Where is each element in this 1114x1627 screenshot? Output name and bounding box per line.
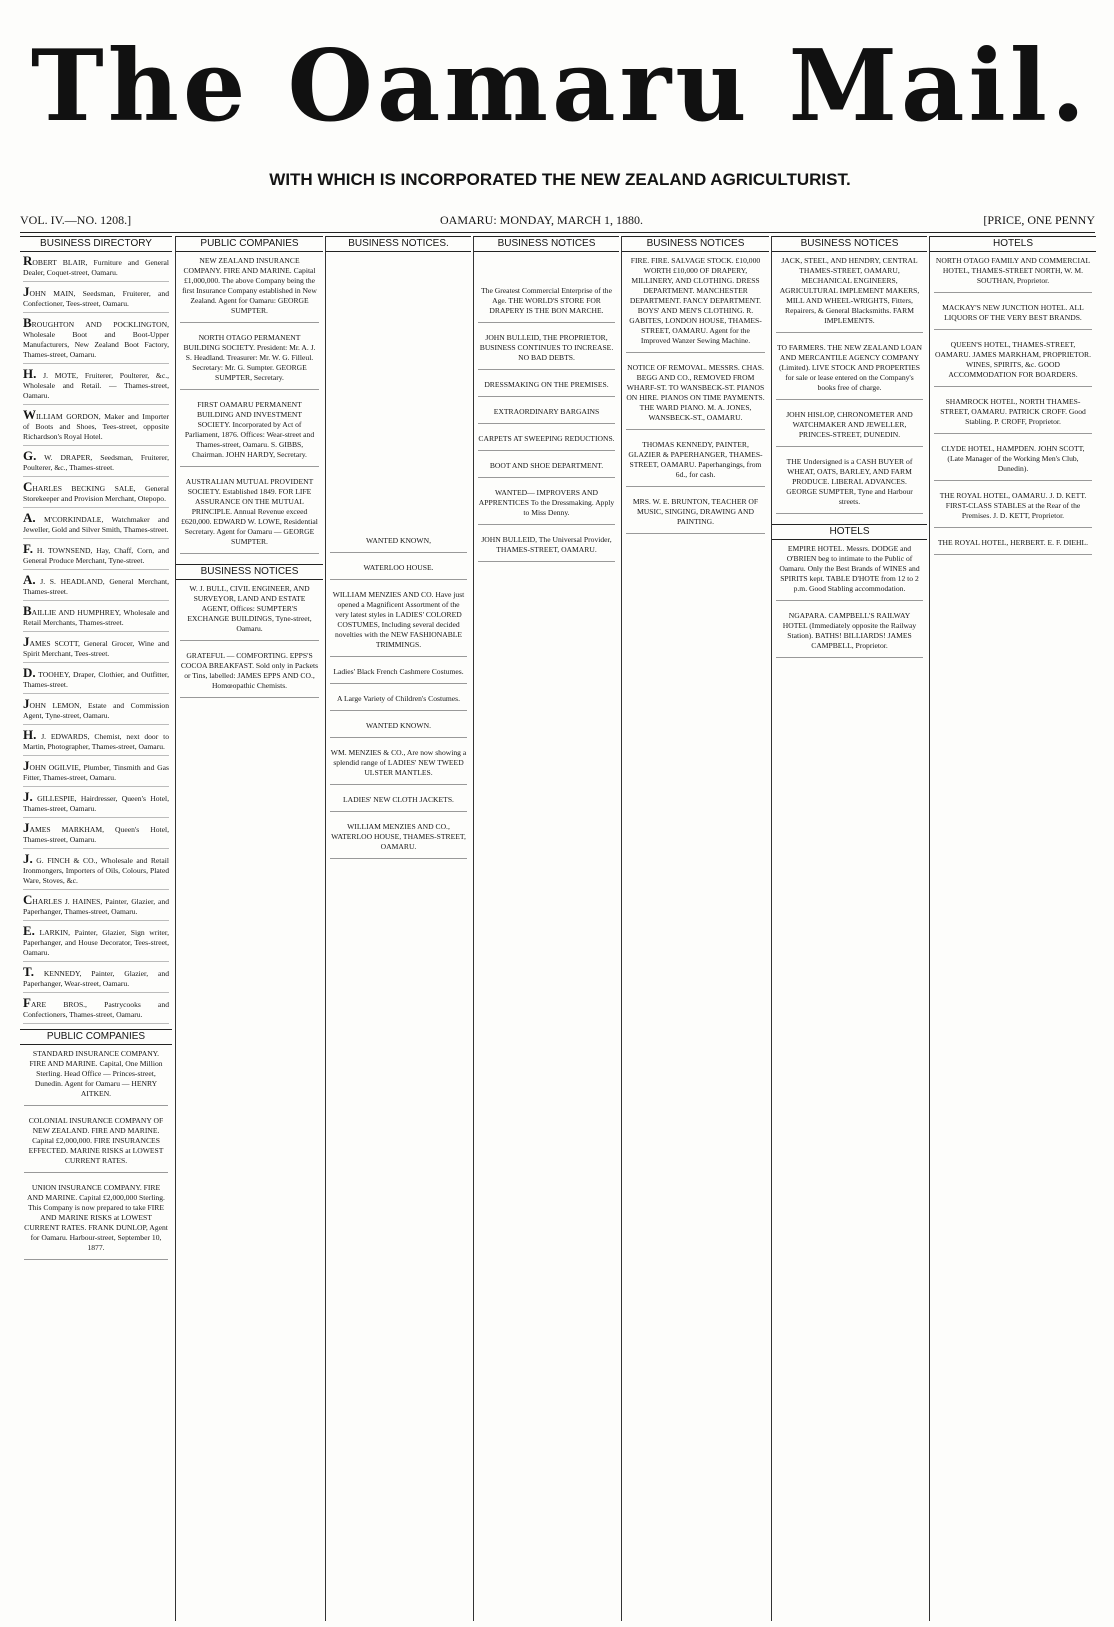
directory-entry: F. H. TOWNSEND, Hay, Chaff, Corn, and General Produce Merchant, Tyne-street. bbox=[23, 544, 169, 570]
column-heading: BUSINESS NOTICES bbox=[622, 236, 769, 252]
dateline bbox=[20, 210, 1095, 233]
advertisement: NGAPARA. CAMPBELL'S RAILWAY HOTEL (Immediately opposite the Railway Station). BATHS! BILLIARDS! JAMES CAMPBELL, Proprietor. bbox=[776, 611, 923, 658]
column-business-notices-3 bbox=[621, 236, 769, 1621]
advertisement: FIRE. FIRE. SALVAGE STOCK. £10,000 WORTH £10,000 OF DRAPERY, MILLINERY, AND CLOTHING. DRESS DEPARTMENT. MANCHESTER DEPARTMENT. FANCY DEPARTMENT. BOYS' AND MEN'S CLOTHING. R. GABITES, LONDON HOUSE, THAMES-STREET, OAMARU. Agent for the Improved Wanzer Sewing Machine. bbox=[626, 256, 765, 353]
insurance-ads bbox=[20, 1049, 172, 1260]
advertisement: WANTED KNOWN, bbox=[330, 536, 467, 553]
drapery-ads bbox=[622, 256, 769, 534]
newspaper-subtitle: WITH WHICH IS INCORPORATED THE NEW ZEALAND AGRICULTURIST. bbox=[269, 170, 851, 189]
advertisement: JOHN BULLEID, The Universal Provider, THAMES-STREET, OAMARU. bbox=[478, 535, 615, 562]
directory-entry: ROBERT BLAIR, Furniture and General Dealer, Coquet-street, Oamaru. bbox=[23, 256, 169, 282]
directory-entry: WILLIAM GORDON, Maker and Importer of Boots and Shoes, Tees-street, opposite Richardson's Royal Hotel. bbox=[23, 410, 169, 446]
directory-entry: A. J. S. HEADLAND, General Merchant, Thames-street. bbox=[23, 575, 169, 601]
advertisement: UNION INSURANCE COMPANY. FIRE AND MARINE. Capital £2,000,000 Sterling. This Company is now prepared to take FIRE AND MARINE RISKS at LOWEST CURRENT RATES. FRANK DUNLOP, Agent for Oamaru. Harbour-street, September 10, 1877. bbox=[24, 1183, 168, 1260]
newspaper-title: The Oamaru Mail. bbox=[30, 29, 1090, 144]
column-business-directory bbox=[20, 236, 172, 1621]
advertisement: WATERLOO HOUSE. bbox=[330, 563, 467, 580]
directory-entry: H. J. EDWARDS, Chemist, next door to Martin, Photographer, Thames-street, Oamaru. bbox=[23, 730, 169, 756]
advertisement: NORTH OTAGO FAMILY AND COMMERCIAL HOTEL, THAMES-STREET NORTH, W. M. SOUTHAN, Proprietor. bbox=[934, 256, 1092, 293]
advertisement: MRS. W. E. BRUNTON, TEACHER OF MUSIC, SINGING, DRAWING AND PAINTING. bbox=[626, 497, 765, 534]
advertisement: WANTED KNOWN. bbox=[330, 721, 467, 738]
advertisement: COLONIAL INSURANCE COMPANY OF NEW ZEALAND. FIRE AND MARINE. Capital £2,000,000. FIRE INSURANCES EFFECTED. MARINE RISKS at LOWEST CURRENT RATES. bbox=[24, 1116, 168, 1173]
column-heading: BUSINESS DIRECTORY bbox=[20, 236, 172, 252]
advertisement: JOHN HISLOP, CHRONOMETER AND WATCHMAKER AND JEWELLER, PRINCES-STREET, DUNEDIN. bbox=[776, 410, 923, 447]
directory-entry: BAILLIE AND HUMPHREY, Wholesale and Retail Merchants, Thames-street. bbox=[23, 606, 169, 632]
advertisement: TO FARMERS. THE NEW ZEALAND LOAN AND MERCANTILE AGENCY COMPANY (Limited). LIVE STOCK AND PROPERTIES for sale or lease entered on the Company's books free of charge. bbox=[776, 343, 923, 400]
company-ads bbox=[176, 256, 323, 554]
advertisement: DRESSMAKING ON THE PREMISES. bbox=[478, 380, 615, 397]
column-heading: BUSINESS NOTICES. bbox=[326, 236, 471, 252]
advertisement: LADIES' NEW CLOTH JACKETS. bbox=[330, 795, 467, 812]
column-heading: BUSINESS NOTICES bbox=[474, 236, 619, 252]
directory-entry: BROUGHTON AND POCKLINGTON, Wholesale Boot and Boot-Upper Manufacturers, New Zealand Boot Factory, Thames-street, Oamaru. bbox=[23, 318, 169, 364]
directory-entry: JOHN LEMON, Estate and Commission Agent, Tyne-street, Oamaru. bbox=[23, 699, 169, 725]
engineering-ads bbox=[772, 256, 927, 514]
price: [PRICE, ONE PENNY bbox=[983, 213, 1095, 227]
advertisement: SHAMROCK HOTEL, NORTH THAMES-STREET, OAMARU. PATRICK CROFF. Good Stabling. P. CROFF, Proprietor. bbox=[934, 397, 1092, 434]
directory-entry: JAMES SCOTT, General Grocer, Wine and Spirit Merchant, Tees-street. bbox=[23, 637, 169, 663]
advertisement: JACK, STEEL, AND HENDRY, CENTRAL THAMES-STREET, OAMARU, MECHANICAL ENGINEERS, AGRICULTURAL IMPLEMENT MAKERS, MILL AND WHEEL-WRIGHTS, Fitters, Repairers, & General Blacksmiths. FARM IMPLEMENTS. bbox=[776, 256, 923, 333]
directory-entry: D. TOOHEY, Draper, Clothier, and Outfitter, Thames-street. bbox=[23, 668, 169, 694]
column-hotels bbox=[929, 236, 1096, 1621]
advertisement: A Large Variety of Children's Costumes. bbox=[330, 694, 467, 711]
advertisement: NOTICE OF REMOVAL. MESSRS. CHAS. BEGG AND CO., REMOVED FROM WHARF-ST. TO WANSBECK-ST. PIANOS ON HIRE. PIANOS ON TIME PAYMENTS. THE WARD PIANO. M. A. JONES, WANSBECK-ST., OAMARU. bbox=[626, 363, 765, 430]
column-heading: BUSINESS NOTICES bbox=[772, 236, 927, 252]
advertisement: CLYDE HOTEL, HAMPDEN. JOHN SCOTT, (Late Manager of the Working Men's Club, Dunedin). bbox=[934, 444, 1092, 481]
column-business-notices-4 bbox=[771, 236, 927, 1621]
column-business-notices-2 bbox=[473, 236, 619, 1621]
advertisement: WANTED— IMPROVERS AND APPRENTICES To the Dressmaking. Apply to Miss Denny. bbox=[478, 488, 615, 525]
advertisement: CARPETS AT SWEEPING REDUCTIONS. bbox=[478, 434, 615, 451]
directory-entry: J. G. FINCH & CO., Wholesale and Retail Ironmongers, Importers of Oils, Colours, Plated Ware, Stoves, &c. bbox=[23, 854, 169, 890]
advertisement: GRATEFUL — COMFORTING. EPPS'S COCOA BREAKFAST. Sold only in Packets or Tins, labelled: JAMES EPPS AND CO., Homœopathic Chemists. bbox=[180, 651, 319, 698]
directory-entry: JOHN MAIN, Seedsman, Fruiterer, and Confectioner, Tees-street, Oamaru. bbox=[23, 287, 169, 313]
masthead bbox=[20, 12, 1100, 202]
advertisement: The Greatest Commercial Enterprise of the Age. THE WORLD'S STORE FOR DRAPERY IS THE BON MARCHE. bbox=[478, 286, 615, 323]
advertisement: BOOT AND SHOE DEPARTMENT. bbox=[478, 461, 615, 478]
advertisement: QUEEN'S HOTEL, THAMES-STREET, OAMARU. JAMES MARKHAM, PROPRIETOR. WINES, SPIRITS, &c. GOOD ACCOMMODATION FOR BOARDERS. bbox=[934, 340, 1092, 387]
directory-entry: JOHN OGILVIE, Plumber, Tinsmith and Gas Fitter, Thames-street, Oamaru. bbox=[23, 761, 169, 787]
advertisement: EXTRAORDINARY BARGAINS bbox=[478, 407, 615, 424]
advertisement: WM. MENZIES & CO., Are now showing a splendid range of LADIES' NEW TWEED ULSTER MANTLES. bbox=[330, 748, 467, 785]
advertisement: NEW ZEALAND INSURANCE COMPANY. FIRE AND MARINE. Capital £1,000,000. The above Company being the first Insurance Company established in New Zealand. Agent for Oamaru: GEORGE SUMPTER. bbox=[180, 256, 319, 323]
directory-entry: H. J. MOTE, Fruiterer, Poulterer, &c., Wholesale and Retail. — Thames-street, Oamaru. bbox=[23, 369, 169, 405]
advertisement: Ladies' Black French Cashmere Costumes. bbox=[330, 667, 467, 684]
hotel-ads bbox=[930, 256, 1096, 555]
advertisement: THE Undersigned is a CASH BUYER of WHEAT, OATS, BARLEY, AND FARM PRODUCE. LIBERAL ADVANCES. GEORGE SUMPTER, Tyne and Harbour streets. bbox=[776, 457, 923, 514]
advertisement: EMPIRE HOTEL. Messrs. DODGE and O'BRIEN beg to intimate to the Public of Oamaru. Only the Best Brands of WINES and SPIRITS kept. TABLE D'HOTE from 12 to 2 p.m. Good Stabling accommodation. bbox=[776, 544, 923, 601]
advertisement: STANDARD INSURANCE COMPANY. FIRE AND MARINE. Capital, One Million Sterling. Head Office — Princes-street, Dunedin. Agent for Oamaru — HENRY AITKEN. bbox=[24, 1049, 168, 1106]
columns-grid bbox=[20, 236, 1095, 1621]
directory-entry: JAMES MARKHAM, Queen's Hotel, Thames-street, Oamaru. bbox=[23, 823, 169, 849]
hotel-ads bbox=[772, 544, 927, 658]
advertisement: THOMAS KENNEDY, PAINTER, GLAZIER & PAPERHANGER, THAMES-STREET, OAMARU. Paperhangings, from 6d., for cash. bbox=[626, 440, 765, 487]
column-public-companies bbox=[175, 236, 323, 1621]
advertisement: AUSTRALIAN MUTUAL PROVIDENT SOCIETY. Established 1849. FOR LIFE ASSURANCE ON THE MUTUAL PRINCIPLE. Annual Revenue exceed £620,000. EDWARD W. LOWE, Residential Secretary. Agent for Oamaru — GEORGE SUMPTER. bbox=[180, 477, 319, 554]
directory-entry: G. W. DRAPER, Seedsman, Fruiterer, Poulterer, &c., Thames-street. bbox=[23, 451, 169, 477]
column-subheading: HOTELS bbox=[772, 524, 927, 540]
column-business-notices-1 bbox=[325, 236, 471, 1621]
column-subheading: BUSINESS NOTICES bbox=[176, 564, 323, 580]
directory-entry: E. LARKIN, Painter, Glazier, Sign writer, Paperhanger, and House Decorator, Tees-street, Oamaru. bbox=[23, 926, 169, 962]
directory-entry: CHARLES BECKING SALE, General Storekeeper and Provision Merchant, Otepopo. bbox=[23, 482, 169, 508]
directory-entry: T. KENNEDY, Painter, Glazier, and Paperhanger, Wear-street, Oamaru. bbox=[23, 967, 169, 993]
advertisement: NORTH OTAGO PERMANENT BUILDING SOCIETY. President: Mr. A. J. S. Headland. Treasurer: Mr. W. G. Filleul. Secretary: Mr. G. Sumpter. GEORGE SUMPTER, Secretary. bbox=[180, 333, 319, 390]
advertisement: FIRST OAMARU PERMANENT BUILDING AND INVESTMENT SOCIETY. Incorporated by Act of Parliament, 1876. Offices: Wear-street and Thames-street, Oamaru. S. GIBBS, Chairman. JOHN HARDY, Secretary. bbox=[180, 400, 319, 467]
advertisement: MACKAY'S NEW JUNCTION HOTEL. ALL LIQUORS OF THE VERY BEST BRANDS. bbox=[934, 303, 1092, 330]
directory-entry: CHARLES J. HAINES, Painter, Glazier, and Paperhanger, Thames-street, Oamaru. bbox=[23, 895, 169, 921]
menzies-ads bbox=[326, 536, 471, 859]
directory-entry: FARE BROS., Pastrycooks and Confectioners, Thames-street, Oamaru. bbox=[23, 998, 169, 1024]
column-heading: HOTELS bbox=[930, 236, 1096, 252]
column-heading: PUBLIC COMPANIES bbox=[176, 236, 323, 252]
advertisement: WILLIAM MENZIES AND CO., WATERLOO HOUSE, THAMES-STREET, OAMARU. bbox=[330, 822, 467, 859]
directory-list bbox=[20, 253, 172, 1024]
advertisement: JOHN BULLEID, THE PROPRIETOR, BUSINESS CONTINUES TO INCREASE. NO BAD DEBTS. bbox=[478, 333, 615, 370]
advertisement: THE ROYAL HOTEL, HERBERT. E. F. DIEHL. bbox=[934, 538, 1092, 555]
directory-entry: A. M'CORKINDALE, Watchmaker and Jeweller, Gold and Silver Smith, Thames-street. bbox=[23, 513, 169, 539]
volume-number: VOL. IV.—NO. 1208.] bbox=[20, 213, 132, 227]
advertisement: W. J. BULL, CIVIL ENGINEER, AND SURVEYOR, LAND AND ESTATE AGENT, Offices: SUMPTER'S EXCHANGE BUILDINGS, Tyne-street, Oamaru. bbox=[180, 584, 319, 641]
business-ads bbox=[176, 584, 323, 698]
issue-date: OAMARU: MONDAY, MARCH 1, 1880. bbox=[440, 213, 644, 227]
directory-entry: J. GILLESPIE, Hairdresser, Queen's Hotel, Thames-street, Oamaru. bbox=[23, 792, 169, 818]
advertisement: WILLIAM MENZIES AND CO. Have just opened a Magnificent Assortment of the very latest styles in LADIES' COLORED COSTUMES, Including several decided novelties with the NEW FASHIONABLE TRIMMINGS. bbox=[330, 590, 467, 657]
bulleid-ads bbox=[474, 286, 619, 562]
column-subheading: PUBLIC COMPANIES bbox=[20, 1029, 172, 1045]
advertisement: THE ROYAL HOTEL, OAMARU. J. D. KETT. FIRST-CLASS STABLES at the Rear of the Premises. J. D. KETT, Proprietor. bbox=[934, 491, 1092, 528]
